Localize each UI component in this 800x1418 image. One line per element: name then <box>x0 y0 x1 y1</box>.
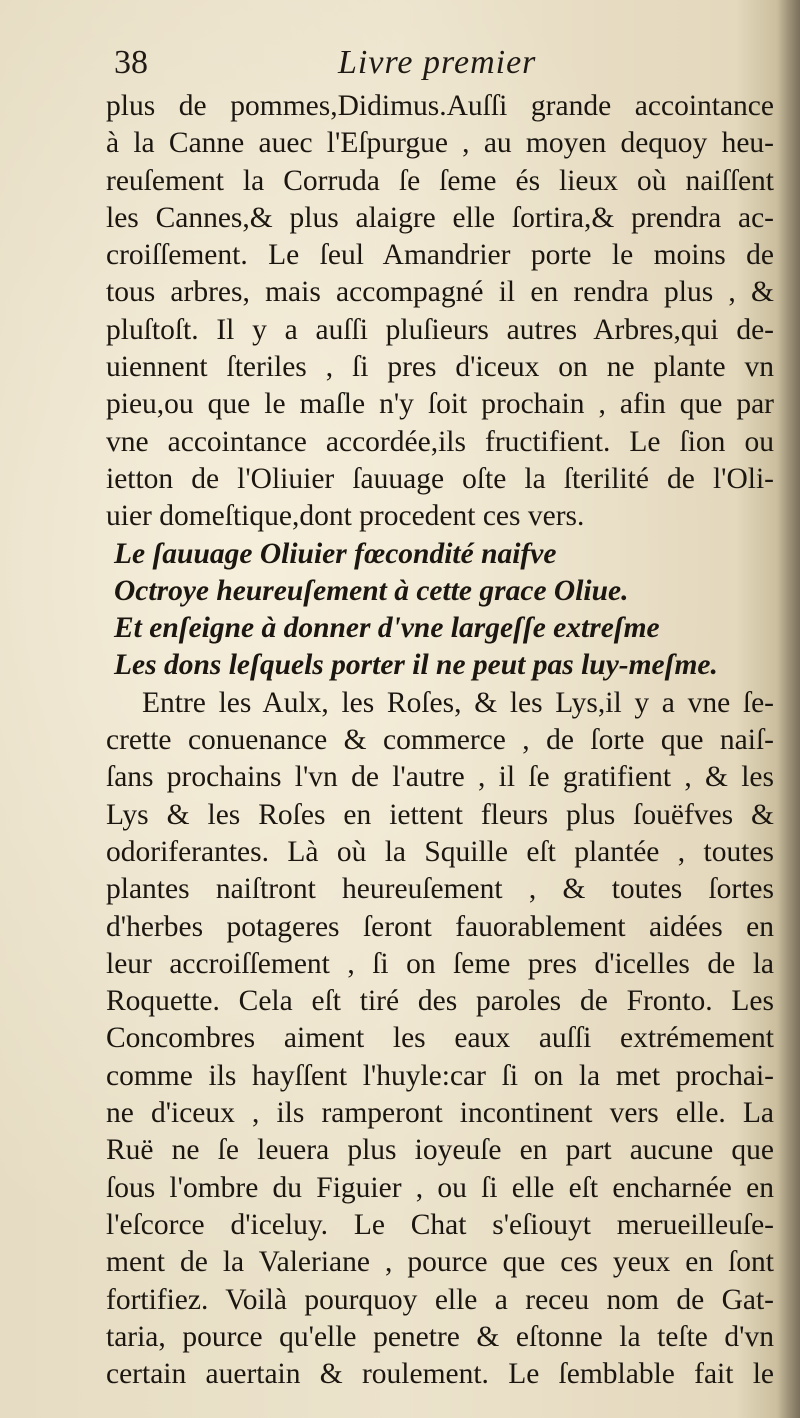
text-line: ne d'iceux , ils ramperont incontinent vers elle. La <box>106 1097 774 1130</box>
text-line: Ruë ne ſe leuera plus ioyeuſe en part aucune que <box>106 1134 774 1167</box>
text-line: l'eſcorce d'iceluy. Le Chat s'eſiouyt merueilleuſe- <box>106 1208 774 1241</box>
text-line: Entre les Aulx, les Roſes, & les Lys,il y a vne ſe- <box>142 686 774 719</box>
text-line: reuſement la Corruda ſe ſeme és lieux où naiſſent <box>106 164 774 197</box>
text-line: les Cannes,& plus alaigre elle ſortira,& prendra ac- <box>106 201 774 234</box>
verse-line: Le ſauuage Oliuier fœcondité naifve <box>114 537 557 570</box>
text-line: fortifiez. Voilà pourquoy elle a receu nom de Gat- <box>106 1283 774 1316</box>
text-line: tous arbres, mais accompagné il en rendra plus , & <box>106 276 774 309</box>
text-line: d'herbes potageres ſeront fauorablement aidées en <box>106 910 774 943</box>
text-line: ſans prochains l'vn de l'autre , il ſe gratifient , & les <box>106 761 774 794</box>
text-line: leur accroiſſement , ſi on ſeme pres d'icelles de la <box>106 947 774 980</box>
text-line: uiennent ſteriles , ſi pres d'iceux on ne plante vn <box>106 351 774 384</box>
text-line: Lys & les Roſes en iettent fleurs plus ſouëfves & <box>106 798 774 831</box>
text-line: ietton de l'Oliuier ſauuage oſte la ſterilité de l'Oli- <box>106 462 774 495</box>
text-line: à la Canne auec l'Eſpurgue , au moyen dequoy heu- <box>106 127 774 160</box>
text-line: pluſtoſt. Il y a auſſi pluſieurs autres Arbres,qui de- <box>106 313 774 346</box>
text-line: taria, pource qu'elle penetre & eſtonne la teſte d'vn <box>106 1320 774 1353</box>
text-line: croiſſement. Le ſeul Amandrier porte le moins de <box>106 239 774 272</box>
page-number: 38 <box>114 44 148 81</box>
verse-line: Les dons leſquels porter il ne peut pas luy-meſme. <box>114 649 718 682</box>
text-line: Concombres aiment les eaux auſſi extrémement <box>106 1022 774 1055</box>
verse-line: Octroye heureuſement à cette grace Oliue. <box>114 574 629 607</box>
text-line: Roquette. Cela eſt tiré des paroles de Fronto. Les <box>106 985 774 1018</box>
text-line: odoriferantes. Là où la Squille eſt plantée , toutes <box>106 835 774 868</box>
text-line: pieu,ou que le maſle n'y ſoit prochain , afin que par <box>106 388 774 421</box>
text-line: comme ils hayſſent l'huyle:car ſi on la met prochai- <box>106 1059 774 1092</box>
body-text <box>106 88 774 1393</box>
text-line: ment de la Valeriane , pource que ces yeux en ſont <box>106 1246 774 1279</box>
text-line: vne accointance accordée,ils fructifient. Le ſion ou <box>106 425 774 458</box>
running-head: Livre premier <box>338 44 537 81</box>
text-line: uier domeſtique,dont procedent ces vers. <box>106 500 585 533</box>
page-edge-shadow <box>778 0 800 1418</box>
text-line: crette conuenance & commerce , de ſorte que naiſ- <box>106 724 774 757</box>
text-line: plus de pommes,Didimus.Auſſi grande accointance <box>106 90 774 122</box>
text-line: ſous l'ombre du Figuier , ou ſi elle eſt encharnée en <box>106 1171 774 1204</box>
text-line: plantes naiſtront heureuſement , & toutes ſortes <box>106 873 774 906</box>
verse-line: Et enſeigne à donner d'vne largeſſe extreſme <box>114 612 660 645</box>
page-header <box>108 40 768 90</box>
text-line: certain auertain & roulement. Le ſemblable fait le <box>106 1358 774 1391</box>
